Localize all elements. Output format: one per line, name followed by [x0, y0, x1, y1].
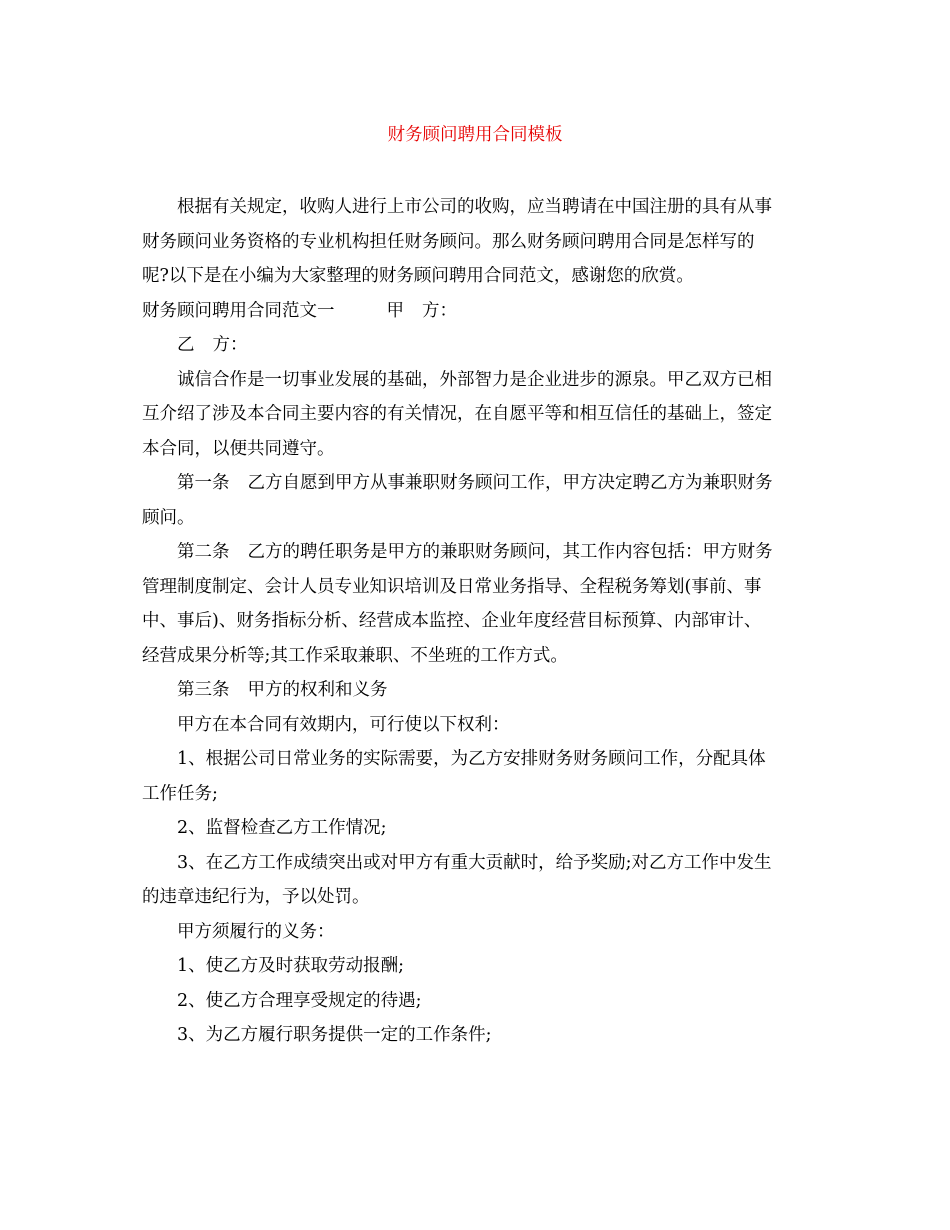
document-body — [142, 190, 812, 1053]
party-a-label: 甲 — [386, 300, 404, 321]
article-number: 第一条 — [177, 473, 230, 493]
paragraph-line: 管理制度制定、会计人员专业知识培训及日常业务指导、全程税务筹划(事前、事 — [142, 576, 762, 597]
article-line — [142, 466, 812, 501]
paragraph-line: 2、监督检查乙方工作情况; — [177, 818, 387, 838]
document-title: 财务顾问聘用合同模板 — [387, 125, 563, 145]
paragraph-line: 工作任务; — [142, 783, 218, 804]
article-number: 第二条 — [177, 542, 230, 562]
article-number: 第三条 — [177, 680, 230, 700]
paragraph-line: 本合同，以便共同遵守。 — [142, 438, 335, 459]
contract-heading-line — [142, 294, 812, 329]
party-a-colon: 方： — [422, 300, 457, 321]
article-text: 乙方自愿到甲方从事兼职财务顾问工作，甲方决定聘乙方为兼职财务 — [247, 473, 773, 493]
paragraph-line: 互介绍了涉及本合同主要内容的有关情况，在自愿平等和相互信任的基础上，签定 — [142, 404, 772, 424]
article-line — [142, 535, 812, 570]
party-b-colon: 方： — [212, 335, 248, 355]
paragraph-line: 中、事后)、财务指标分析、经营成本监控、企业年度经营目标预算、内部审计、 — [142, 611, 762, 631]
paragraph-line: 财务顾问业务资格的专业机构担任财务顾问。那么财务顾问聘用合同是怎样写的 — [142, 231, 755, 252]
paragraph-line: 甲方在本合同有效期内，可行使以下权利： — [177, 714, 510, 735]
paragraph-line: 3、在乙方工作成绩突出或对甲方有重大贡献时，给予奖励;对乙方工作中发生 — [177, 852, 772, 873]
article-text: 甲方的权利和义务 — [247, 680, 388, 700]
paragraph-line: 3、为乙方履行职务提供一定的工作条件; — [177, 1025, 492, 1045]
party-b-line — [142, 328, 812, 363]
paragraph-line: 根据有关规定，收购人进行上市公司的收购，应当聘请在中国注册的具有从事 — [177, 197, 772, 217]
paragraph-line: 经营成果分析等;其工作采取兼职、不坐班的工作方式。 — [142, 645, 568, 666]
party-b-label: 乙 — [177, 335, 195, 355]
paragraph-line: 顾问。 — [142, 507, 195, 528]
paragraph-line: 1、根据公司日常业务的实际需要，为乙方安排财务财务顾问工作，分配具体 — [177, 749, 766, 769]
paragraph-line: 1、使乙方及时获取劳动报酬; — [177, 956, 405, 976]
paragraph-line: 呢?以下是在小编为大家整理的财务顾问聘用合同范文，感谢您的欣赏。 — [142, 266, 694, 286]
paragraph-line: 诚信合作是一切事业发展的基础，外部智力是企业进步的源泉。甲乙双方已相 — [177, 369, 772, 390]
article-line — [142, 673, 812, 708]
paragraph-line: 的违章违纪行为，予以处罚。 — [142, 887, 370, 907]
contract-heading: 财务顾问聘用合同范文一 — [142, 300, 335, 321]
paragraph-line: 2、使乙方合理享受规定的待遇; — [177, 990, 422, 1011]
paragraph-line: 甲方须履行的义务： — [177, 921, 335, 942]
article-text: 乙方的聘任职务是甲方的兼职财务顾问，其工作内容包括：甲方财务 — [247, 542, 773, 562]
